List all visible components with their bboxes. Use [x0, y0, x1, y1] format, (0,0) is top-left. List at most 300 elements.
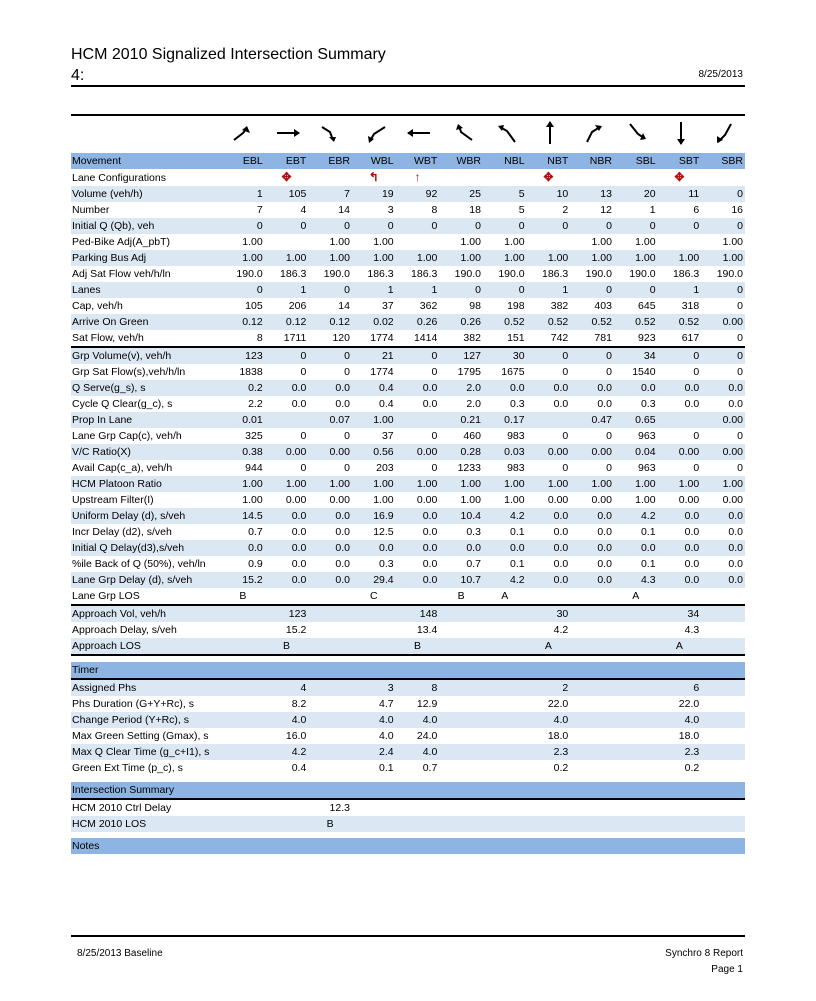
row-label: Cycle Q Clear(g_c), s: [72, 398, 173, 410]
table-cell: 0.0: [658, 508, 702, 524]
table-cell: 1.00: [658, 476, 702, 492]
notes-label: Notes: [71, 838, 745, 854]
table-row: [71, 282, 745, 298]
table-cell: 4.2: [265, 744, 309, 760]
table-cell: 362: [419, 300, 438, 312]
table-cell: [527, 588, 571, 605]
table-cell: 5: [483, 186, 527, 202]
table-cell: 14: [338, 204, 350, 216]
table-cell: 1: [649, 204, 656, 216]
table-cell: 16: [731, 204, 743, 216]
table-cell: 0.65: [614, 412, 658, 428]
column-header-ebr: EBR: [308, 153, 352, 169]
table-cell: [396, 816, 440, 832]
table-cell: 4.2: [483, 508, 527, 524]
table-cell: [308, 588, 352, 605]
row-label: Q Serve(g_s), s: [71, 380, 221, 396]
table-cell: 0: [562, 430, 569, 442]
table-cell: 1: [265, 282, 309, 298]
table-cell: 0.7: [422, 762, 438, 774]
table-cell: 0: [265, 218, 309, 234]
table-cell: 0.4: [379, 398, 394, 410]
table-cell: 105: [245, 300, 263, 312]
intersection-summary-header: [71, 782, 745, 799]
table-cell: 16.9: [352, 508, 396, 524]
table-cell: [483, 799, 527, 816]
table-cell: 0.0: [527, 380, 571, 396]
lane-config-cell: [527, 169, 571, 186]
table-cell: 0.00: [308, 444, 352, 460]
table-row: [71, 460, 745, 476]
table-cell: 0.1: [640, 558, 656, 570]
table-cell: 645: [638, 300, 656, 312]
table-cell: 15.2: [285, 624, 307, 636]
table-cell: 0.3: [466, 526, 481, 538]
table-cell: 206: [288, 300, 307, 312]
table-cell: 25: [439, 186, 483, 202]
table-cell: [483, 605, 527, 622]
spacer-row: [71, 655, 745, 662]
table-cell: 7: [256, 204, 263, 216]
table-cell: 4.7: [379, 698, 394, 710]
table-cell: [396, 799, 440, 816]
table-cell: [265, 816, 309, 832]
table-cell: 186.3: [367, 268, 394, 280]
table-cell: 617: [681, 332, 700, 344]
column-header-sbl: SBL: [614, 153, 658, 169]
table-row: [71, 380, 745, 396]
table-cell: [352, 622, 396, 638]
table-cell: 1.00: [591, 236, 612, 248]
table-cell: [352, 605, 396, 622]
table-cell: 0: [701, 282, 745, 298]
table-cell: 4.0: [527, 712, 571, 728]
table-row: [71, 524, 745, 540]
table-cell: 403: [594, 300, 612, 312]
table-cell: 1.00: [439, 250, 483, 266]
row-label: Max Q Clear Time (g_c+I1), s: [71, 744, 221, 760]
table-cell: 1: [396, 282, 440, 298]
table-cell: 0.04: [614, 444, 658, 460]
row-label: Initial Q Delay(d3),s/veh: [71, 540, 221, 556]
table-cell: 1.00: [701, 250, 745, 266]
table-cell: 0.17: [483, 412, 527, 428]
table-cell: 4: [300, 204, 307, 216]
table-cell: 0.0: [265, 540, 309, 556]
table-cell: [483, 696, 527, 712]
column-header-ebl: EBL: [221, 153, 265, 169]
column-header-wbl: WBL: [352, 153, 396, 169]
table-cell: 0.0: [684, 558, 700, 570]
table-cell: 190.0: [585, 268, 612, 280]
table-cell: 0.0: [570, 540, 614, 556]
footer-left: 8/25/2013 Baseline: [77, 948, 163, 959]
table-cell: 0: [562, 462, 569, 474]
los-value: B: [308, 816, 352, 832]
left-turn-arrow-icon: [360, 118, 390, 148]
table-cell: 29.4: [352, 572, 396, 588]
table-cell: 0.0: [335, 558, 350, 570]
table-cell: 1.00: [308, 250, 352, 266]
table-cell: [221, 605, 265, 622]
table-cell: 0.52: [483, 314, 527, 330]
table-cell: 0: [693, 430, 700, 442]
timer-row: [71, 760, 745, 776]
lane-config-symbol: ↑: [414, 170, 421, 184]
table-cell: 186.3: [411, 268, 438, 280]
table-cell: 1.00: [504, 236, 525, 248]
table-cell: 0.00: [329, 494, 350, 506]
timer-row: [71, 679, 745, 696]
table-cell: 1.00: [570, 476, 614, 492]
table-cell: 1.00: [396, 250, 440, 266]
table-row: [71, 444, 745, 460]
table-cell: 0.4: [352, 380, 396, 396]
table-cell: [439, 728, 483, 744]
table-cell: [701, 622, 745, 638]
table-cell: A: [501, 590, 509, 602]
table-cell: [701, 799, 745, 816]
table-cell: [570, 622, 614, 638]
table-cell: [308, 638, 352, 655]
table-cell: 4.3: [684, 624, 700, 636]
table-cell: 0.0: [396, 540, 440, 556]
table-cell: 0.0: [422, 398, 438, 410]
table-cell: 0.00: [701, 412, 745, 428]
table-cell: 1: [352, 282, 396, 298]
row-label: Avail Cap(c_a), veh/h: [72, 462, 173, 474]
row-label: Lanes: [71, 282, 221, 298]
table-cell: [439, 696, 483, 712]
table-cell: [614, 605, 658, 622]
table-cell: 0.0: [570, 508, 614, 524]
table-cell: 0.47: [570, 412, 614, 428]
table-cell: [308, 605, 352, 622]
table-cell: 0.0: [597, 558, 612, 570]
table-cell: 0.2: [553, 762, 569, 774]
table-cell: [614, 638, 658, 655]
column-header-wbr: WBR: [439, 153, 483, 169]
table-cell: 0.4: [291, 762, 307, 774]
table-cell: 0.26: [439, 314, 483, 330]
table-cell: 0.0: [265, 508, 309, 524]
table-cell: 1838: [239, 366, 263, 378]
row-label: Uniform Delay (d), s/veh: [71, 508, 221, 524]
table-cell: 1.00: [460, 494, 481, 506]
table-cell: 2.4: [352, 744, 396, 760]
table-cell: 0.12: [308, 314, 352, 330]
table-cell: 1.00: [308, 476, 352, 492]
report-date: 8/25/2013: [698, 69, 743, 80]
table-cell: [658, 588, 702, 605]
table-cell: 4.0: [658, 712, 702, 728]
table-cell: 0.0: [553, 398, 569, 410]
table-cell: 0.52: [658, 314, 702, 330]
table-cell: 34: [614, 347, 658, 364]
table-cell: 22.0: [547, 698, 569, 710]
table-cell: 8: [256, 332, 263, 344]
table-cell: 0.56: [352, 444, 396, 460]
table-cell: 24.0: [416, 730, 438, 742]
table-cell: 0: [737, 300, 743, 312]
table-cell: 0: [431, 430, 438, 442]
table-cell: 0.28: [439, 444, 483, 460]
table-cell: [527, 234, 571, 250]
table-cell: [396, 234, 440, 250]
table-cell: [614, 728, 658, 744]
table-cell: 0.00: [265, 444, 309, 460]
table-row: [71, 476, 745, 492]
column-header-sbr: SBR: [701, 153, 745, 169]
table-cell: 0.0: [570, 572, 614, 588]
table-cell: [396, 588, 440, 605]
table-cell: 0: [737, 332, 743, 344]
table-cell: 20: [614, 186, 658, 202]
row-label: HCM 2010 Ctrl Delay: [72, 802, 172, 814]
table-cell: 1: [658, 282, 702, 298]
table-cell: 2: [562, 204, 569, 216]
table-cell: 0.52: [570, 314, 614, 330]
table-cell: 0.00: [678, 494, 700, 506]
table-cell: [658, 816, 702, 832]
table-cell: 0: [300, 462, 307, 474]
table-cell: A: [658, 638, 702, 655]
table-cell: 14: [338, 300, 350, 312]
table-cell: 1.00: [570, 250, 614, 266]
table-cell: 190.0: [323, 268, 350, 280]
table-cell: [701, 728, 745, 744]
table-cell: 0.3: [640, 398, 656, 410]
through-arrow-icon: [666, 118, 696, 148]
table-cell: 148: [396, 605, 440, 622]
table-cell: 12.9: [416, 698, 438, 710]
table-cell: 1.00: [352, 412, 396, 428]
table-cell: [439, 605, 483, 622]
table-cell: 382: [463, 332, 481, 344]
row-label: Lane Configurations: [72, 171, 166, 184]
lane-config-cell: [308, 169, 352, 186]
table-cell: B: [396, 638, 440, 655]
table-cell: 983: [507, 462, 525, 474]
table-cell: [614, 744, 658, 760]
table-cell: [483, 679, 527, 696]
intersection-summary-label: Intersection Summary: [71, 782, 745, 799]
footer-page: Page 1: [711, 964, 743, 975]
table-cell: 0.0: [335, 526, 350, 538]
table-cell: A: [632, 590, 640, 602]
table-cell: [265, 799, 309, 816]
table-cell: [701, 588, 745, 605]
table-cell: 186.3: [672, 268, 700, 280]
table-cell: 0.0: [701, 508, 745, 524]
lane-config-symbol: ✥: [543, 170, 554, 184]
table-cell: 1.00: [722, 236, 743, 248]
table-cell: 37: [381, 300, 394, 312]
timer-section-label: Timer: [71, 662, 745, 679]
table-row: [71, 572, 745, 588]
row-label: Approach LOS: [71, 638, 221, 655]
row-label: Volume (veh/h): [71, 186, 221, 202]
table-cell: 0: [483, 218, 527, 234]
table-cell: 0.52: [614, 314, 658, 330]
column-header-nbt: NBT: [527, 153, 571, 169]
row-label: Max Green Setting (Gmax), s: [72, 730, 209, 742]
table-cell: 0: [701, 218, 745, 234]
approach-row: [71, 605, 745, 622]
ctrl-delay-row: [71, 799, 745, 816]
table-cell: 0: [606, 366, 612, 378]
table-cell: 0: [483, 282, 527, 298]
table-cell: 0: [562, 366, 569, 378]
table-cell: 30: [483, 347, 527, 364]
row-label: Change Period (Y+Rc), s: [71, 712, 221, 728]
table-cell: [614, 679, 658, 696]
table-cell: [701, 679, 745, 696]
footer-report: Synchro 8 Report: [665, 948, 743, 959]
table-cell: 923: [638, 332, 656, 344]
table-cell: 1.00: [352, 250, 396, 266]
table-cell: 0: [308, 282, 352, 298]
table-cell: 2.0: [466, 398, 481, 410]
table-cell: [308, 712, 352, 728]
column-header-wbt: WBT: [396, 153, 440, 169]
table-row: [71, 588, 745, 605]
table-cell: [483, 744, 527, 760]
table-cell: C: [370, 590, 378, 602]
lane-config-cell: [658, 169, 702, 186]
table-cell: 0.1: [640, 526, 656, 538]
table-cell: 0.0: [597, 398, 612, 410]
table-cell: 0.0: [221, 540, 265, 556]
table-cell: 3: [387, 204, 394, 216]
table-cell: 0.3: [379, 558, 394, 570]
table-cell: 4.0: [265, 712, 309, 728]
table-cell: 0.0: [396, 380, 440, 396]
table-cell: [614, 760, 658, 776]
table-cell: 0.0: [291, 558, 307, 570]
table-cell: 0: [614, 282, 658, 298]
table-cell: 0.00: [396, 444, 440, 460]
table-cell: 0: [344, 430, 350, 442]
table-cell: [265, 412, 309, 428]
table-cell: 963: [638, 462, 656, 474]
table-row: [71, 250, 745, 266]
row-label: HCM 2010 LOS: [71, 816, 221, 832]
left-turn-arrow-icon: [491, 118, 521, 148]
table-cell: 21: [352, 347, 396, 364]
table-cell: 0.1: [510, 526, 525, 538]
table-cell: 1.00: [527, 476, 571, 492]
table-cell: A: [527, 638, 571, 655]
table-cell: 203: [376, 462, 394, 474]
table-cell: 0: [439, 282, 483, 298]
table-cell: 0.2: [221, 380, 265, 396]
table-cell: 1774: [370, 366, 394, 378]
table-cell: 13.4: [416, 624, 438, 636]
table-cell: [265, 234, 309, 250]
table-cell: 14.5: [221, 508, 265, 524]
through-arrow-icon: [535, 118, 565, 148]
table-cell: 0: [221, 282, 265, 298]
row-label: Green Ext Time (p_c), s: [72, 762, 183, 774]
table-cell: 0.0: [658, 380, 702, 396]
table-cell: 4: [265, 679, 309, 696]
table-cell: [570, 712, 614, 728]
table-cell: 186.3: [280, 268, 307, 280]
table-cell: 0: [439, 218, 483, 234]
table-cell: 0.0: [684, 398, 700, 410]
table-cell: [701, 638, 745, 655]
table-cell: 0.00: [701, 314, 745, 330]
movement-arrows: [71, 118, 745, 148]
table-cell: [483, 816, 527, 832]
table-cell: [701, 760, 745, 776]
table-cell: 0.0: [265, 572, 309, 588]
table-cell: 0.00: [570, 444, 614, 460]
table-cell: 4.3: [614, 572, 658, 588]
intersection-id: 4:: [71, 67, 85, 84]
table-cell: 0: [737, 430, 743, 442]
table-cell: 0: [300, 430, 307, 442]
right-turn-arrow-icon: [578, 118, 608, 148]
table-cell: 0.12: [221, 314, 265, 330]
table-row: [71, 330, 745, 347]
table-cell: 0.0: [614, 380, 658, 396]
table-cell: 0.0: [422, 558, 438, 570]
lane-config-symbol: ↰: [368, 170, 379, 184]
table-cell: 0.0: [701, 572, 745, 588]
table-top-rule: [71, 114, 745, 116]
table-cell: [308, 622, 352, 638]
table-cell: 0.26: [396, 314, 440, 330]
table-cell: 1.00: [352, 476, 396, 492]
table-cell: 0: [693, 366, 700, 378]
table-cell: 0.2: [684, 762, 700, 774]
table-cell: [701, 816, 745, 832]
table-cell: 1.00: [221, 476, 265, 492]
table-cell: 10.4: [439, 508, 483, 524]
table-cell: [701, 744, 745, 760]
table-cell: 0.0: [614, 540, 658, 556]
spacer-cell: [71, 655, 745, 662]
table-cell: 0.00: [547, 494, 569, 506]
row-label: HCM Platoon Ratio: [71, 476, 221, 492]
table-cell: 0.0: [439, 540, 483, 556]
table-cell: 1: [527, 282, 571, 298]
table-row: [71, 202, 745, 218]
header-rule: [71, 85, 745, 87]
table-cell: 0.0: [553, 558, 569, 570]
table-cell: 18: [469, 204, 481, 216]
table-cell: [308, 744, 352, 760]
table-cell: 983: [507, 430, 525, 442]
row-label: Lane Grp LOS: [72, 590, 140, 602]
table-cell: 0.0: [291, 398, 307, 410]
table-cell: 105: [265, 186, 309, 202]
row-label: Prop In Lane: [71, 412, 221, 428]
table-cell: 0.0: [553, 526, 569, 538]
timer-section-header: [71, 662, 745, 679]
table-cell: 0.0: [728, 398, 743, 410]
table-cell: 0: [737, 366, 743, 378]
row-label: Cap, veh/h: [72, 300, 123, 312]
table-cell: [265, 588, 309, 605]
movement-header-label: Movement: [71, 153, 221, 169]
table-cell: 0: [570, 218, 614, 234]
lane-config-cell: [483, 169, 527, 186]
table-cell: 0: [527, 347, 571, 364]
table-cell: 0: [570, 282, 614, 298]
